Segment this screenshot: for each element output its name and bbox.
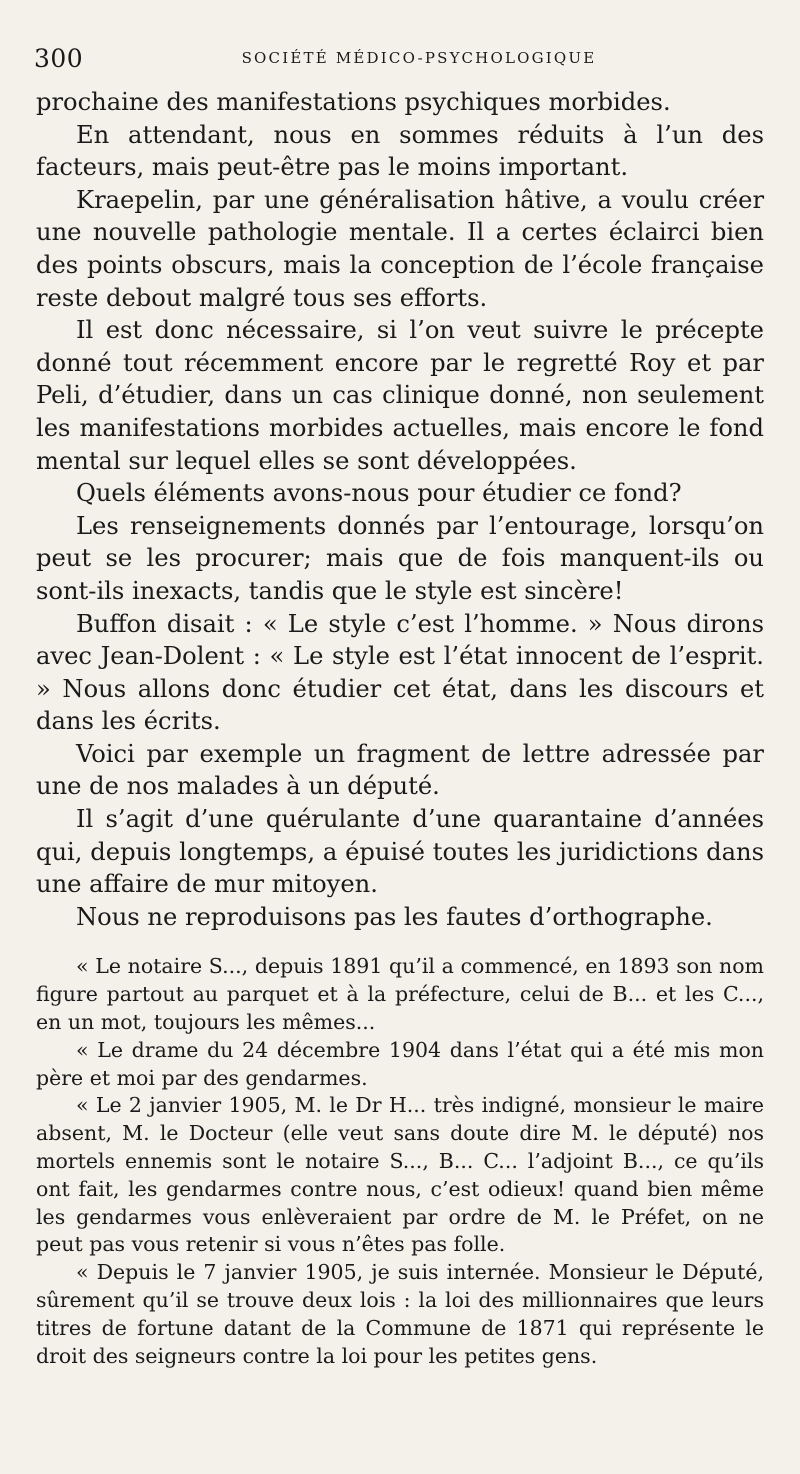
quote-paragraph: « Le drame du 24 décembre 1904 dans l’état qui a été mis mon père et moi par des gendarmes. <box>36 1037 764 1090</box>
paragraph: Kraepelin, par une généralisation hâtive, a voulu créer une nouvelle pathologie mentale. Il a certes éclairci bien des points obscurs, mais la conception de l’école française reste debout malgré tous ses efforts. <box>36 185 764 312</box>
quote-paragraph: « Depuis le 7 janvier 1905, je suis internée. Monsieur le Député, sûrement qu’il se trouve deux lois : la loi des millionnaires que leurs titres de fortune datant de la Commune de 1871 qui représente le droit des seigneurs contre la loi pour les petites gens. <box>36 1260 764 1368</box>
quoted-letter <box>36 953 764 1370</box>
paragraph: Il s’agit d’une quérulante d’une quarantaine d’années qui, depuis longtemps, a épuisé toutes les juridictions dans une affaire de mur mitoyen. <box>36 805 764 899</box>
page-body <box>36 86 764 1370</box>
paragraph: Voici par exemple un fragment de lettre adressée par une de nos malades à un député. <box>36 739 764 801</box>
paragraph: Quels éléments avons-nous pour étudier ce fond? <box>76 479 682 508</box>
running-head: SOCIÉTÉ MÉDICO-PSYCHOLOGIQUE <box>241 49 597 67</box>
paragraph: Il est donc nécessaire, si l’on veut suivre le précepte donné tout récemment encore par le regretté Roy et par Peli, d’étudier, dans un cas clinique donné, non seulement les manifestations morbides actuelles, mais encore le fond mental sur lequel elles se sont développées. <box>36 316 764 475</box>
paragraph: Buffon disait : « Le style c’est l’homme. » Nous dirons avec Jean-Dolent : « Le style est l’état innocent de l’esprit. » Nous allons donc étudier cet état, dans les discours et dans les écrits. <box>36 609 764 736</box>
page-number: 300 <box>34 44 84 73</box>
paragraph: prochaine des manifestations psychiques morbides. <box>36 88 671 116</box>
quote-paragraph: « Le 2 janvier 1905, M. le Dr H... très indigné, monsieur le maire absent, M. le Docteur (elle veut sans doute dire M. le député) nos mortels ennemis sont le notaire S..., B... C... l’adjoint B..., ce qu’ils ont fait, les gendarmes contre nous, c’est odieux! quand bien même les gendarmes vous enlèveraient par ordre de M. le Préfet, on ne peut pas vous retenir si vous n’êtes pas folle. <box>36 1093 764 1257</box>
quote-paragraph: « Le notaire S..., depuis 1891 qu’il a commencé, en 1893 son nom figure partout au parquet et à la préfecture, celui de B... et les C..., en un mot, toujours les mêmes... <box>36 954 764 1035</box>
paragraph: Les renseignements donnés par l’entourage, lorsqu’on peut se les procurer; mais que de fois manquent-ils ou sont-ils inexacts, tandis que le style est sincère! <box>36 511 764 605</box>
page-header <box>34 44 764 76</box>
main-text <box>36 86 764 933</box>
paragraph: En attendant, nous en sommes réduits à l’un des facteurs, mais peut-être pas le moins important. <box>36 120 764 182</box>
paragraph: Nous ne reproduisons pas les fautes d’orthographe. <box>76 902 713 931</box>
